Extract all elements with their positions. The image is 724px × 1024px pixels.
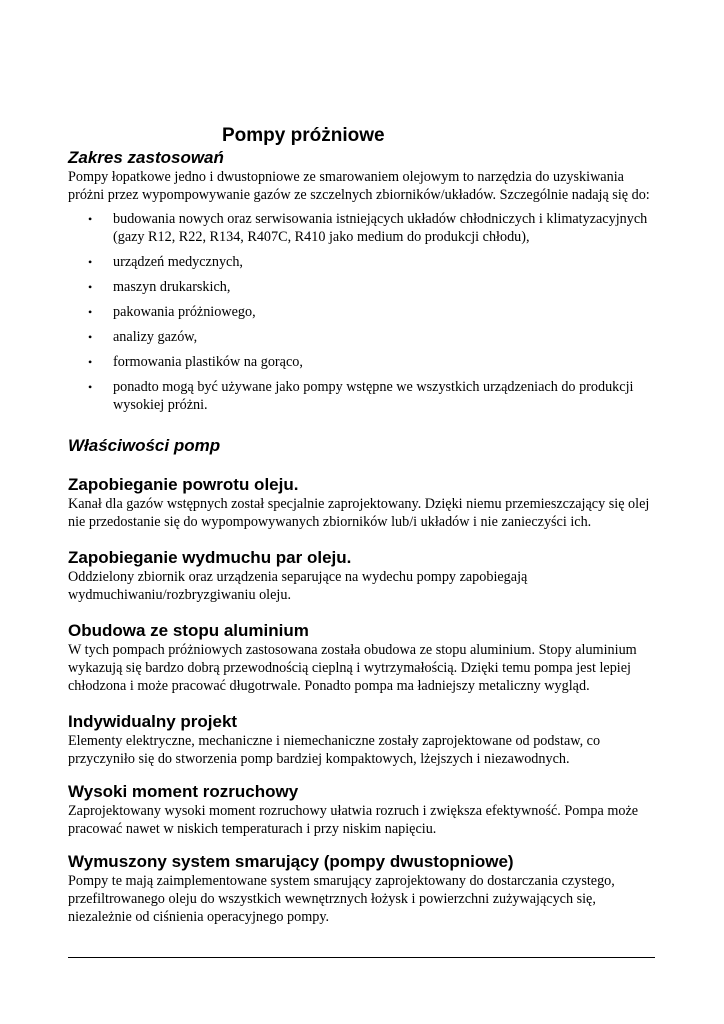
list-item: [68, 353, 658, 371]
list-item-text: pakowania próżniowego,: [113, 304, 256, 320]
page-title: Pompy próżniowe: [222, 125, 385, 146]
section-text-lubrication-system: Pompy te mają zaimplementowane system smarujący zaprojektowany do dostarczania czystego, przefiltrowanego oleju do wszystkich wewnętrznych łożysk i powierzchni zużywających się, niezależnie od ciśnienia operacyjnego pompy.: [68, 873, 615, 925]
list-item: [68, 378, 658, 414]
bullet-icon: •: [88, 355, 93, 369]
section-title-lubrication-system: Wymuszony system smarujący (pompy dwustopniowe): [68, 852, 514, 871]
bullet-icon: •: [88, 280, 93, 294]
bullet-icon: •: [88, 380, 93, 394]
bullet-icon: •: [88, 305, 93, 319]
footer-divider: [68, 957, 655, 958]
section-title-individual-project: Indywidualny projekt: [68, 712, 238, 731]
list-item-text: maszyn drukarskich,: [113, 279, 231, 295]
section-text-starting-torque: Zaprojektowany wysoki moment rozruchowy ułatwia rozruch i zwiększa efektywność. Pompa może pracować nawet w niskich temperaturach i przy niskim napięciu.: [68, 803, 639, 837]
list-item: [68, 303, 658, 321]
list-item: [68, 278, 658, 296]
bullet-icon: •: [88, 212, 93, 226]
list-item: [68, 328, 658, 346]
section-title-oil-exhaust: Zapobieganie wydmuchu par oleju.: [68, 548, 352, 567]
list-item-text: analizy gazów,: [113, 329, 198, 345]
list-item-text: urządzeń medycznych,: [113, 254, 243, 270]
section-title-oil-return: Zapobieganie powrotu oleju.: [68, 475, 299, 494]
document-page: [68, 125, 658, 926]
section-title-starting-torque: Wysoki moment rozruchowy: [68, 782, 299, 801]
section-text-oil-return: Kanał dla gazów wstępnych został specjalnie zaprojektowany. Dzięki niemu przemieszczający się olej nie przedostanie się do wypompowywanych zbiorników lub/i układów i nie zanieczyści ich.: [68, 496, 650, 530]
uses-list: [68, 210, 658, 414]
section-text-oil-exhaust: Oddzielony zbiornik oraz urządzenia separujące na wydechu pompy zapobiegają wydmuchiwaniu/rozbryzgiwaniu oleju.: [68, 569, 528, 603]
list-item-text: budowania nowych oraz serwisowania istniejących układów chłodniczych i klimatyzacyjnych (gazy R12, R22, R134, R407C, R410 jako medium do produkcji chłodu),: [113, 211, 648, 245]
list-item: [68, 210, 658, 246]
section-title-aluminium-housing: Obudowa ze stopu aluminium: [68, 621, 309, 640]
list-item: [68, 253, 658, 271]
properties-heading: Właściwości pomp: [68, 436, 221, 455]
section-text-aluminium-housing: W tych pompach próżniowych zastosowana została obudowa ze stopu aluminium. Stopy aluminium wykazują się bardzo dobrą przewodnością cieplną i wytrzymałością. Dzięki temu pompa jest lepiej chłodzona i może pracować długotrwale. Ponadto pompa ma ładniejszy metaliczny wygląd.: [68, 642, 637, 694]
list-item-text: formowania plastików na gorąco,: [113, 354, 303, 370]
scope-heading: Zakres zastosowań: [68, 148, 224, 167]
bullet-icon: •: [88, 330, 93, 344]
bullet-icon: •: [88, 255, 93, 269]
scope-intro: Pompy łopatkowe jedno i dwustopniowe ze smarowaniem olejowym to narzędzia do uzyskiwania próżni przez wypompowywanie gazów ze szczelnych zbiorników/układów. Szczególnie nadają się do:: [68, 169, 650, 203]
section-text-individual-project: Elementy elektryczne, mechaniczne i niemechaniczne zostały zaprojektowane od podstaw, co przyczyniło się do stworzenia pomp bardziej kompaktowych, lżejszych i niezawodnych.: [68, 733, 601, 767]
list-item-text: ponadto mogą być używane jako pompy wstępne we wszystkich urządzeniach do produkcji wysokiej próżni.: [113, 379, 634, 413]
